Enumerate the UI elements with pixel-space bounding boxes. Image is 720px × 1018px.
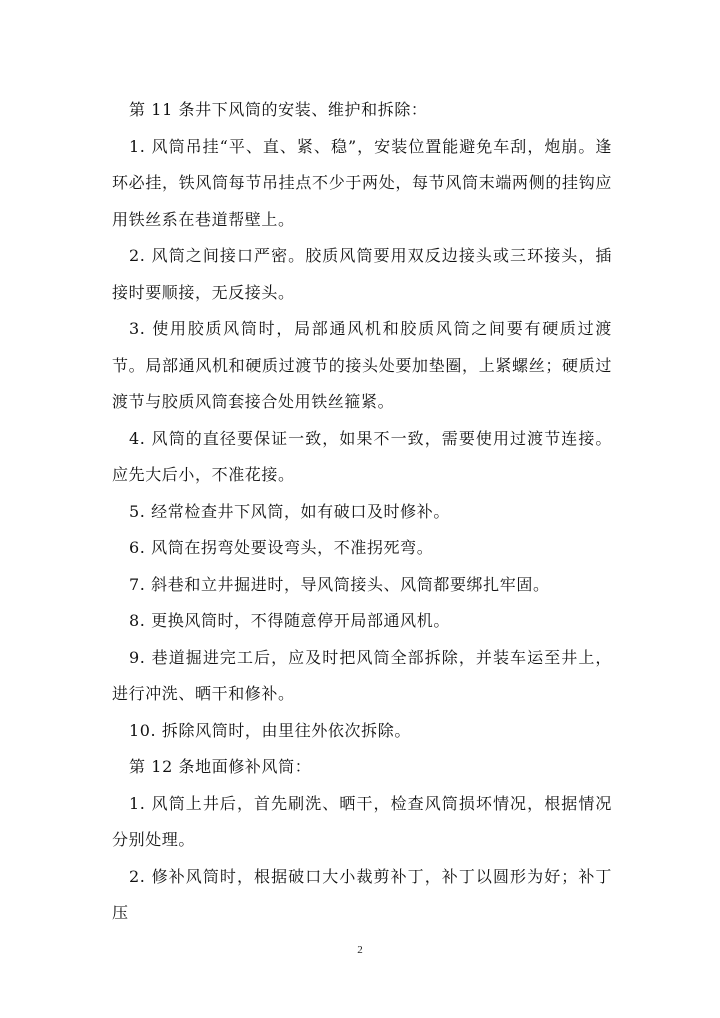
paragraph-item-7: 7. 斜巷和立井掘进时，导风筒接头、风筒都要绑扎牢固。	[129, 574, 550, 594]
paragraph-item-5: 5. 经常检查井下风筒，如有破口及时修补。	[129, 501, 450, 521]
paragraph-item-3: 3. 使用胶质风筒时，局部通风机和胶质风筒之间要有硬质过渡节。局部通风机和硬质过渡节的接头处要加垫圈，上紧螺丝；硬质过渡节与胶质风筒套接合处用铁丝箍紧。	[112, 319, 612, 411]
section-heading-12: 第 12 条地面修补风筒：	[129, 757, 312, 776]
page-number: 2	[357, 944, 363, 956]
document-body	[112, 92, 612, 932]
paragraph-item-2: 2. 风筒之间接口严密。胶质风筒要用双反边接头或三环接头，插接时要顺接，无反接头。	[112, 246, 612, 302]
paragraph-item-12-1: 1. 风筒上井后，首先刷洗、晒干，检查风筒损坏情况，根据情况分别处理。	[112, 793, 612, 849]
paragraph-item-6: 6. 风筒在拐弯处要设弯头，不准拐死弯。	[129, 538, 434, 557]
section-heading-11: 第 11 条井下风筒的安装、维护和拆除：	[129, 100, 428, 119]
paragraph-item-9: 9. 巷道掘进完工后，应及时把风筒全部拆除，并装车运至井上，进行冲洗、晒干和修补。	[112, 647, 612, 703]
paragraph-item-4: 4. 风筒的直径要保证一致，如果不一致，需要使用过渡节连接。应先大后小，不准花接。	[112, 428, 612, 484]
paragraph-item-10: 10. 拆除风筒时，由里往外依次拆除。	[129, 720, 411, 740]
paragraph-item-1: 1. 风筒吊挂“平、直、紧、稳”，安装位置能避免车刮，炮崩。逢环必挂，铁风筒每节吊挂点不少于两处，每节风筒末端两侧的挂钩应用铁丝系在巷道帮壁上。	[112, 136, 612, 229]
paragraph-item-12-2: 2. 修补风筒时，根据破口大小裁剪补丁，补丁以圆形为好；补丁压	[112, 866, 612, 922]
paragraph-item-8: 8. 更换风筒时，不得随意停开局部通风机。	[129, 611, 450, 630]
